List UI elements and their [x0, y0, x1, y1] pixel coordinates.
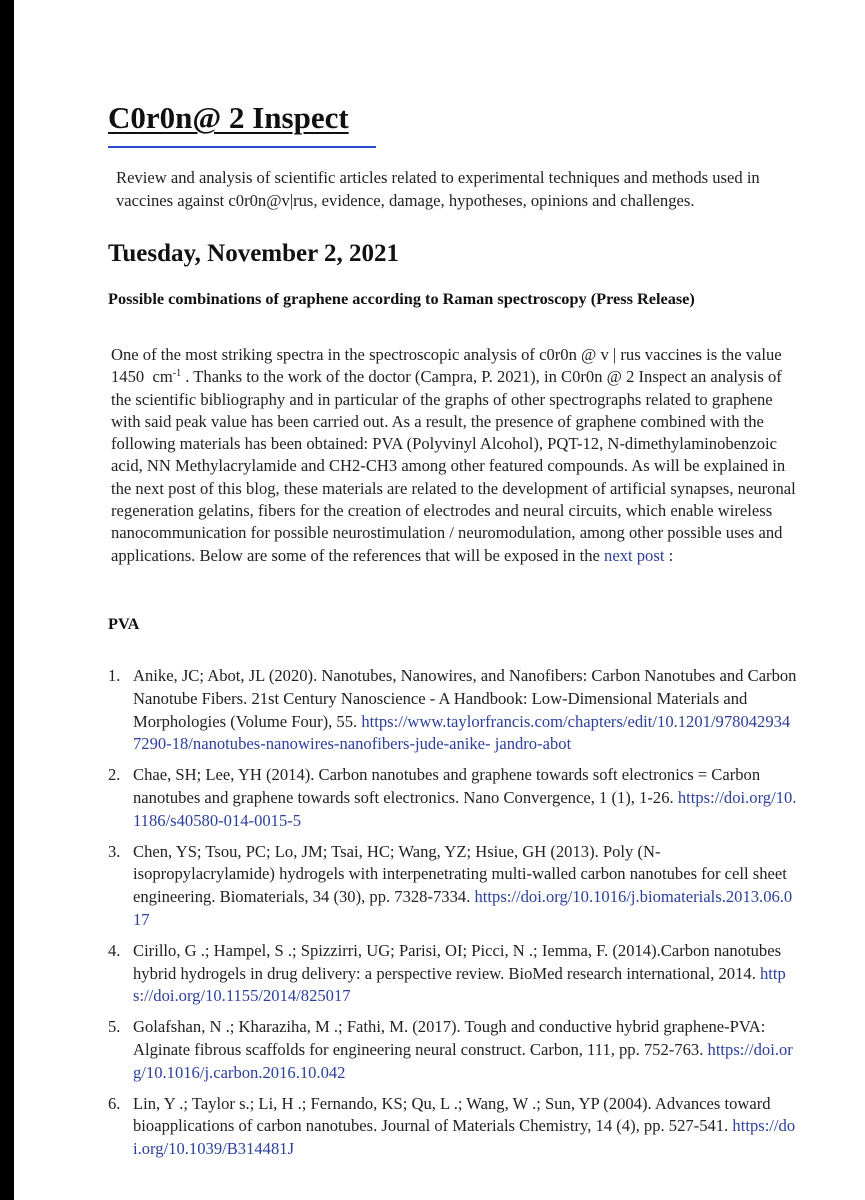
reference-link[interactable]: https://www.taylorfrancis.com/chapters/edit/10.1201/9780429347290-18/nanotubes-nanowires-nanofibers-jude-anike- jandro-abot: [133, 711, 791, 754]
section-heading-pva: PVA: [108, 614, 140, 633]
unit-base: cm: [152, 367, 173, 387]
document-page: [14, 0, 865, 1200]
reference-number: 3.: [108, 841, 121, 861]
reference-link[interactable]: https://doi.org/10.1016/j.carbon.2016.10.042: [133, 1039, 793, 1082]
reference-item: [108, 841, 798, 932]
reference-link[interactable]: https://doi.org/10.1016/j.biomaterials.2013.06.017: [133, 887, 793, 929]
reference-number: 6.: [108, 1093, 121, 1113]
reference-text: Chae, SH; Lee, YH (2014). Carbon nanotubes and graphene towards soft electronics = Carbon nanotubes and graphene towards soft electronics. Nano Convergence, 1 (1), 1-26.: [133, 765, 761, 807]
reference-text: Cirillo, G .; Hampel, S .; Spizzirri, UG; Parisi, OI; Picci, N .; Iemma, F. (2014).Carbon nanotubes hybrid hydrogels in drug delivery: a perspective review. BioMed research international, 2014.: [133, 940, 782, 983]
post-body: [111, 344, 804, 567]
reference-number: 4.: [108, 940, 121, 960]
blog-title[interactable]: C0r0n@ 2 Inspect: [108, 100, 349, 135]
reference-item: [108, 1016, 798, 1084]
reference-text: Chen, YS; Tsou, PC; Lo, JM; Tsai, HC; Wang, YZ; Hsiue, GH (2013). Poly (N-isopropylacrylamide) hydrogels with interpenetrating multi-walled carbon nanotubes for cell sheet engineering. Biomaterials, 34 (30), pp. 7328-7334.: [133, 841, 787, 907]
title-underline: [108, 146, 376, 148]
reference-item: [108, 764, 798, 832]
reference-link[interactable]: https://doi.org/10.1039/B314481J: [133, 1116, 796, 1159]
reference-number: 1.: [108, 666, 121, 685]
post-body-part2: . Thanks to the work of the doctor (Campra, P. 2021), in C0r0n @ 2 Inspect an analysis of the scientific bibliography and in particular of the graphs of other spectrographs related to graphene with said peak value has been carried out. As a result, the presence of graphene combined with the following materials has been obtained: PVA (Polyvinyl Alcohol), PQT-12, N-dimethylaminobenzoic acid, NN Methylacrylamide and CH2-CH3 among other featured compounds. As will be explained in the next post of this blog, these materials are related to the development of artificial synapses, neuronal regeneration gelatins, fibers for the creation of electrodes and neural circuits, which enable wireless nanocommunication for possible neurostimulation / neuromodulation, among other possible uses and applications. Below are some of the references that will be exposed in the: [111, 367, 796, 565]
reference-link[interactable]: https://doi.org/10.1186/s40580-014-0015-5: [133, 787, 797, 830]
reference-text: Golafshan, N .; Kharaziha, M .; Fathi, M. (2017). Tough and conductive hybrid graphene-PVA: Alginate fibrous scaffolds for engineering neural construct. Carbon, 111, pp. 752-763.: [133, 1017, 766, 1059]
reference-list: [108, 665, 798, 1169]
post-date: Tuesday, November 2, 2021: [108, 240, 400, 267]
unit-exponent: -1: [172, 368, 182, 380]
reference-link[interactable]: https://doi.org/10.1155/2014/825017: [133, 963, 786, 1006]
reference-item: [108, 940, 798, 1008]
reference-text: Lin, Y .; Taylor s.; Li, H .; Fernando, KS; Qu, L .; Wang, W .; Sun, YP (2004). Advances toward bioapplications of carbon nanotubes. Journal of Materials Chemistry, 14 (4), pp. 527-541.: [133, 1093, 771, 1136]
post-body-end: :: [664, 545, 674, 565]
reference-item: [108, 1093, 798, 1161]
next-post-link[interactable]: next post: [604, 545, 665, 565]
post-body-part1: One of the most striking spectra in the spectroscopic analysis of c0r0n @ v | rus vaccines is the value 1450: [111, 345, 782, 387]
reference-number: 2.: [108, 765, 121, 785]
reference-item: [108, 665, 798, 756]
wavenumber-unit: [152, 367, 181, 386]
reference-text: Anike, JC; Abot, JL (2020). Nanotubes, Nanowires, and Nanofibers: Carbon Nanotubes and Carbon Nanotube Fibers. 21st Century Nanoscience - A Handbook: Low-Dimensional Materials and Morphologies (Volume Four), 55.: [133, 666, 797, 731]
post-title[interactable]: Possible combinations of graphene according to Raman spectroscopy (Press Release): [108, 289, 695, 308]
blog-description: Review and analysis of scientific articles related to experimental techniques and methods used in vaccines against c0r0n@v|rus, evidence, damage, hypotheses, opinions and challenges.: [116, 168, 760, 210]
reference-number: 5.: [108, 1017, 121, 1037]
